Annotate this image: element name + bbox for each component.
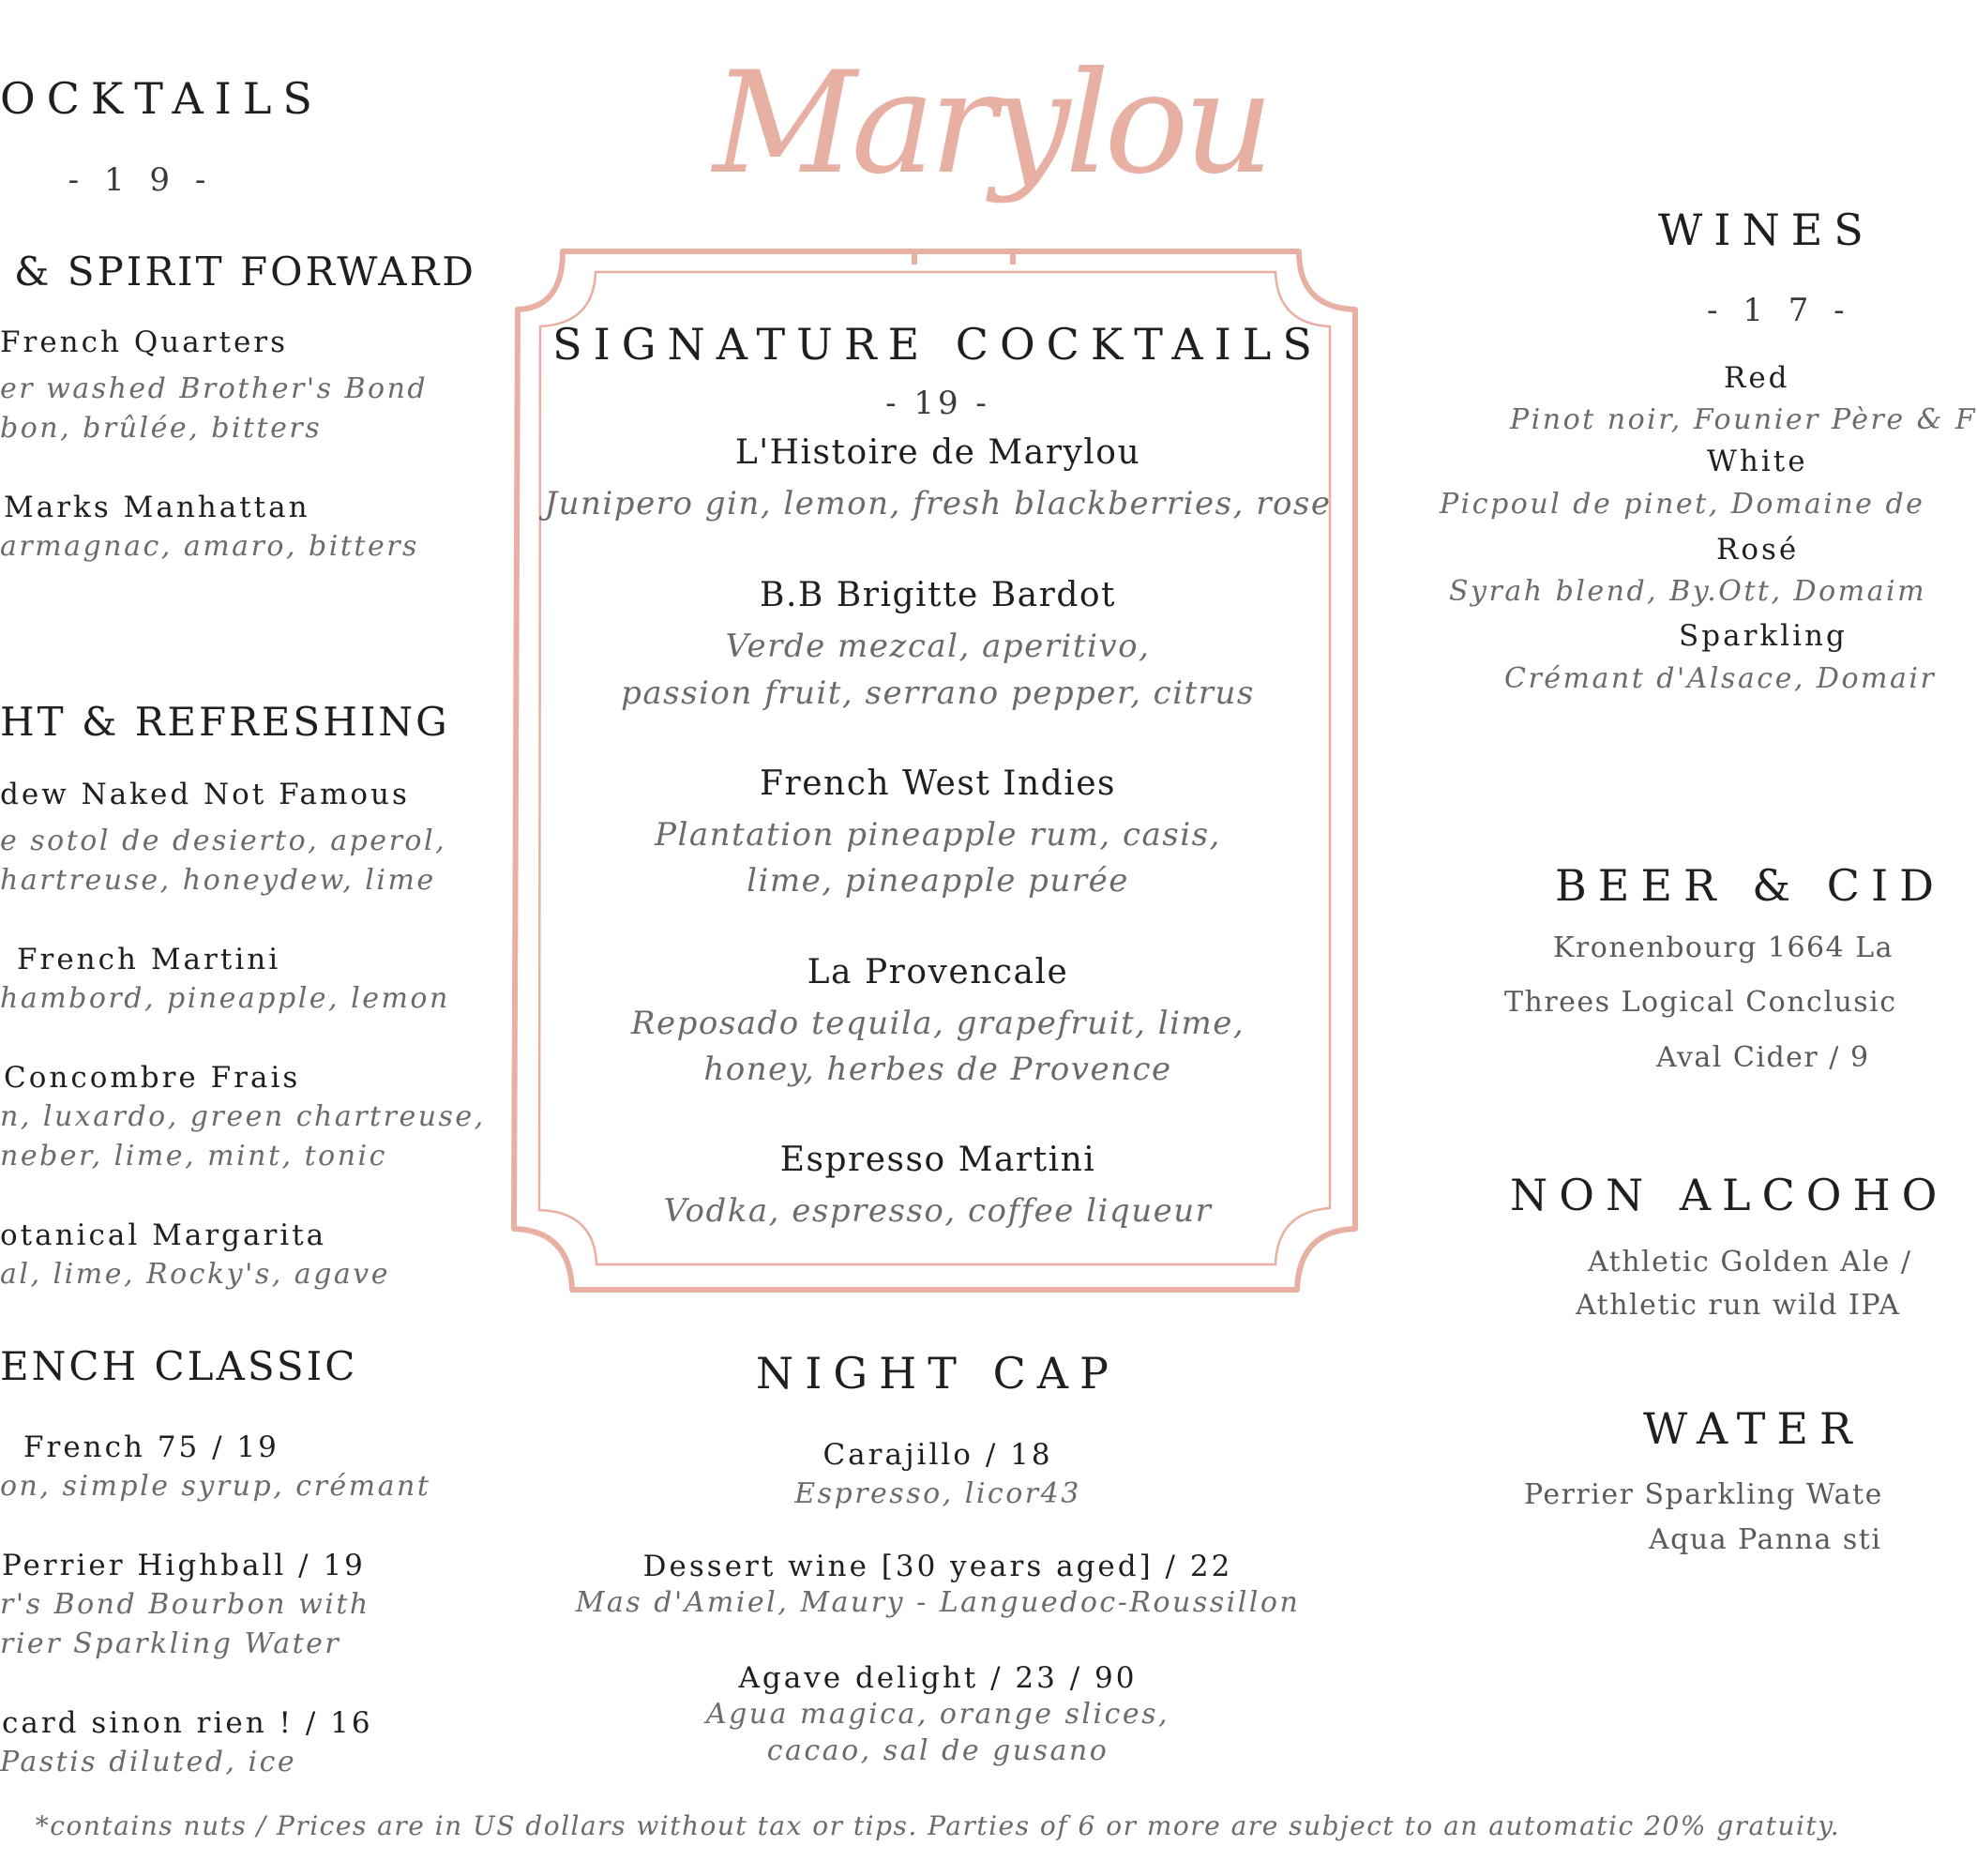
wine-desc: Crémant d'Alsace, Domair — [1504, 662, 1937, 695]
beer-item: Aval Cider / 9 — [1656, 1041, 1870, 1074]
water-item: Perrier Sparkling Wate — [1524, 1478, 1883, 1511]
nightcap-title: NIGHT CAP — [756, 1348, 1120, 1399]
section-heading: HT & REFRESHING — [0, 699, 450, 745]
wine-desc: Picpoul de pinet, Domaine de — [1440, 488, 1925, 521]
beer-item: Threes Logical Conclusic — [1504, 986, 1897, 1019]
menu-item-name: Marks Manhattan — [4, 491, 310, 524]
menu-item-name: Perrier Highball / 19 — [2, 1549, 366, 1582]
menu-item-desc: Pastis diluted, ice — [0, 1746, 297, 1778]
wine-desc: Syrah blend, By.Ott, Domaim — [1449, 575, 1927, 608]
menu-item-name: dew Naked Not Famous — [0, 778, 410, 811]
water-item: Aqua Panna sti — [1649, 1523, 1882, 1556]
nightcap-item-name: Dessert wine [30 years aged] / 22 — [642, 1550, 1233, 1583]
wine-name: Sparkling — [1679, 619, 1848, 653]
signature-item-desc: honey, herbes de Provence — [703, 1051, 1172, 1088]
nonalc-item: Athletic Golden Ale / — [1588, 1246, 1912, 1278]
menu-item-desc: neber, lime, mint, tonic — [0, 1140, 387, 1172]
signature-title: SIGNATURE COCKTAILS — [552, 319, 1323, 370]
left-title: OCKTAILS — [0, 73, 324, 124]
wine-name: Red — [1724, 361, 1790, 395]
beer-title: BEER & CID — [1555, 860, 1946, 911]
nonalc-item: Athletic run wild IPA — [1576, 1289, 1901, 1322]
menu-item-desc: rier Sparkling Water — [0, 1627, 341, 1660]
wine-name: White — [1707, 445, 1808, 478]
signature-price: - 19 - — [885, 385, 990, 422]
menu-item-name: French Martini — [17, 943, 281, 976]
wines-title: WINES — [1658, 204, 1875, 255]
menu-item-name: card sinon rien ! / 16 — [2, 1706, 373, 1740]
nightcap-item-desc: cacao, sal de gusano — [766, 1734, 1109, 1767]
menu-item-desc: n, luxardo, green chartreuse, — [0, 1100, 486, 1133]
wine-desc: Pinot noir, Founier Père & F — [1510, 403, 1977, 436]
menu-item-name: French Quarters — [0, 325, 289, 359]
nightcap-item-name: Carajillo / 18 — [822, 1438, 1053, 1472]
footer-note: *contains nuts / Prices are in US dollars without tax or tips. Parties of 6 or more are subject to an automatic 20% gratuity. — [35, 1810, 1841, 1841]
section-heading: & SPIRIT FORWARD — [14, 249, 476, 295]
water-title: WATER — [1643, 1403, 1864, 1454]
nightcap-item-desc: Espresso, licor43 — [794, 1477, 1081, 1510]
nonalc-title: NON ALCOHO — [1510, 1170, 1949, 1220]
nightcap-item-name: Agave delight / 23 / 90 — [738, 1661, 1138, 1695]
menu-item-name: otanical Margarita — [0, 1218, 327, 1252]
menu-item-name: Concombre Frais — [4, 1061, 301, 1095]
signature-item-name: French West Indies — [760, 764, 1116, 803]
signature-item-name: B.B Brigitte Bardot — [759, 576, 1117, 614]
menu-item-desc: hartreuse, honeydew, lime — [0, 864, 436, 897]
menu-item-desc: hambord, pineapple, lemon — [0, 982, 450, 1015]
menu-item-desc: r's Bond Bourbon with — [0, 1588, 370, 1621]
menu-item-desc: bon, brûlée, bitters — [0, 412, 323, 445]
menu-item-name: French 75 / 19 — [23, 1430, 279, 1464]
menu-item-desc: al, lime, Rocky's, agave — [0, 1258, 390, 1291]
wines-price: - 1 7 - — [1707, 292, 1852, 329]
menu-item-desc: armagnac, amaro, bitters — [0, 530, 419, 563]
left-price: - 1 9 - — [68, 161, 214, 199]
marylou-logo: Marylou — [713, 42, 1269, 205]
menu-item-desc: er washed Brother's Bond — [0, 372, 429, 405]
beer-item: Kronenbourg 1664 La — [1553, 931, 1894, 964]
signature-item-name: L'Histoire de Marylou — [734, 433, 1141, 472]
signature-item-desc: lime, pineapple purée — [747, 862, 1129, 900]
signature-item-name: Espresso Martini — [779, 1141, 1096, 1179]
section-heading: ENCH CLASSIC — [0, 1343, 358, 1389]
signature-item-desc: Junipero gin, lemon, fresh blackberries, rose — [544, 485, 1332, 522]
nightcap-item-desc: Agua magica, orange slices, — [705, 1698, 1170, 1731]
wine-name: Rosé — [1716, 533, 1800, 567]
signature-item-desc: Verde mezcal, aperitivo, — [725, 628, 1151, 665]
menu-item-desc: e sotol de desierto, aperol, — [0, 825, 447, 857]
signature-item-name: La Provencale — [807, 953, 1069, 991]
signature-item-desc: Reposado tequila, grapefruit, lime, — [630, 1005, 1245, 1042]
signature-item-desc: passion fruit, serrano pepper, citrus — [621, 674, 1255, 712]
signature-item-desc: Plantation pineapple rum, casis, — [655, 816, 1221, 854]
signature-item-desc: Vodka, espresso, coffee liqueur — [663, 1192, 1213, 1230]
nightcap-item-desc: Mas d'Amiel, Maury - Languedoc-Roussillon — [575, 1586, 1301, 1619]
menu-item-desc: on, simple syrup, crémant — [0, 1470, 431, 1503]
